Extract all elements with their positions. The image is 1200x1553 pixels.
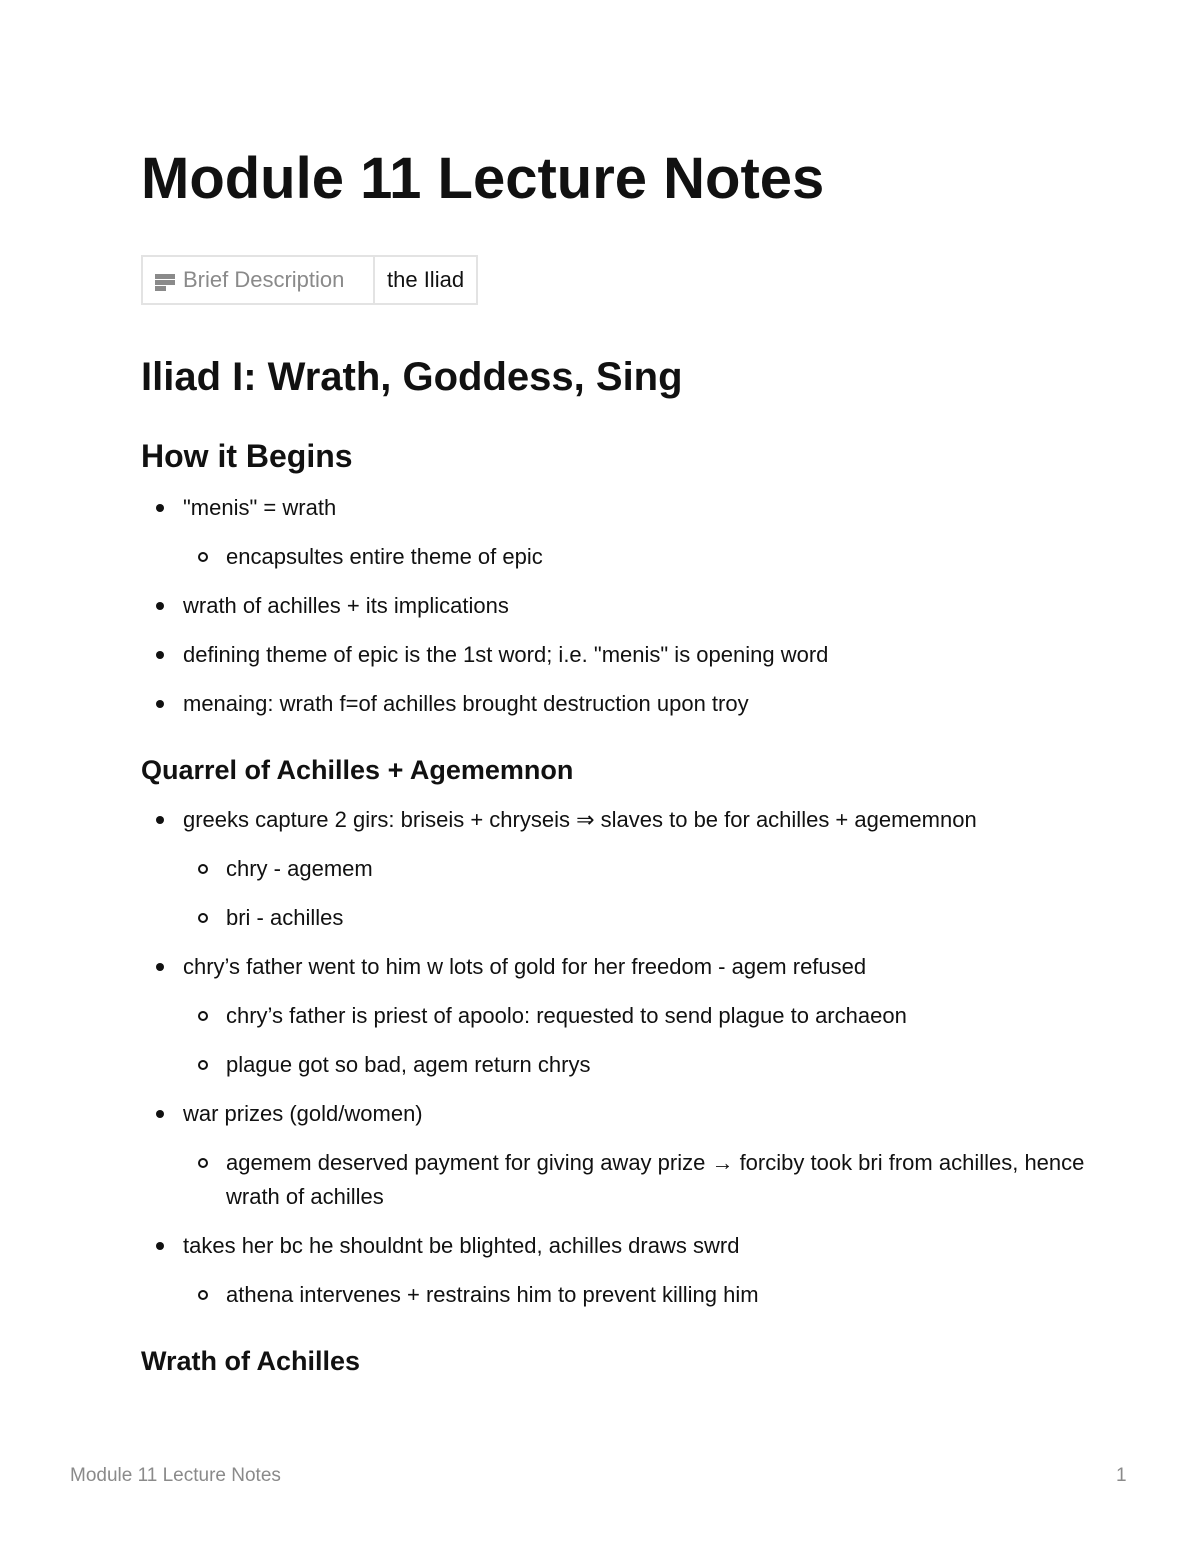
property-value: the Iliad <box>387 267 465 292</box>
list-item: defining theme of epic is the 1st word; i.e. "menis" is opening word <box>141 638 1101 672</box>
list-item-text: war prizes (gold/women) <box>183 1101 423 1126</box>
subsection-heading-quarrel: Quarrel of Achilles + Agememnon <box>141 755 574 785</box>
sub-bullet-list <box>183 852 1101 935</box>
list-item <box>141 491 1101 574</box>
section-heading: Iliad I: Wrath, Goddess, Sing <box>141 355 683 399</box>
sub-list-item: chry’s father is priest of apoolo: requested to send plague to archaeon <box>183 999 1101 1033</box>
text-property-icon <box>155 273 175 291</box>
page-title: Module 11 Lecture Notes <box>141 146 825 211</box>
sub-bullet-list <box>183 540 1101 574</box>
list-item <box>141 1097 1101 1214</box>
sub-bullet-list <box>183 1278 1101 1312</box>
list-item: wrath of achilles + its implications <box>141 589 1101 623</box>
bullet-list <box>141 803 1101 1312</box>
page-number: 1 <box>1116 1465 1127 1486</box>
list-item: menaing: wrath f=of achilles brought destruction upon troy <box>141 687 1101 721</box>
sub-list-item: plague got so bad, agem return chrys <box>183 1048 1101 1082</box>
list-item-text: takes her bc he shouldnt be blighted, achilles draws swrd <box>183 1233 740 1258</box>
subsection-heading-how-it-begins: How it Begins <box>141 438 353 474</box>
sub-list-item: athena intervenes + restrains him to prevent killing him <box>183 1278 1101 1312</box>
property-value-cell <box>374 256 477 304</box>
subsection-heading-wrath-of-achilles: Wrath of Achilles <box>141 1346 361 1376</box>
list-item-text: chry’s father went to him w lots of gold for her freedom - agem refused <box>183 954 867 979</box>
sub-list-item: bri - achilles <box>183 901 1101 935</box>
property-key-label: Brief Description <box>183 267 345 292</box>
list-item <box>141 950 1101 1082</box>
sub-list-item: agemem deserved payment for giving away prize → forciby took bri from achilles, hence wrath of achilles <box>183 1146 1101 1214</box>
footer-title: Module 11 Lecture Notes <box>70 1465 281 1486</box>
sub-bullet-list <box>183 999 1101 1082</box>
list-item <box>141 803 1101 935</box>
sub-list-item: encapsultes entire theme of epic <box>183 540 1101 574</box>
list-item-text: "menis" = wrath <box>183 495 337 520</box>
sub-bullet-list <box>183 1146 1101 1214</box>
list-item-text: greeks capture 2 girs: briseis + chryseis ⇒ slaves to be for achilles + agememnon <box>183 807 977 832</box>
property-key-cell <box>142 256 374 304</box>
property-table <box>141 255 478 305</box>
list-item <box>141 1229 1101 1312</box>
sub-list-item: chry - agemem <box>183 852 1101 886</box>
bullet-list <box>141 491 1101 721</box>
notes-content <box>141 352 1101 1379</box>
property-row <box>142 256 477 304</box>
